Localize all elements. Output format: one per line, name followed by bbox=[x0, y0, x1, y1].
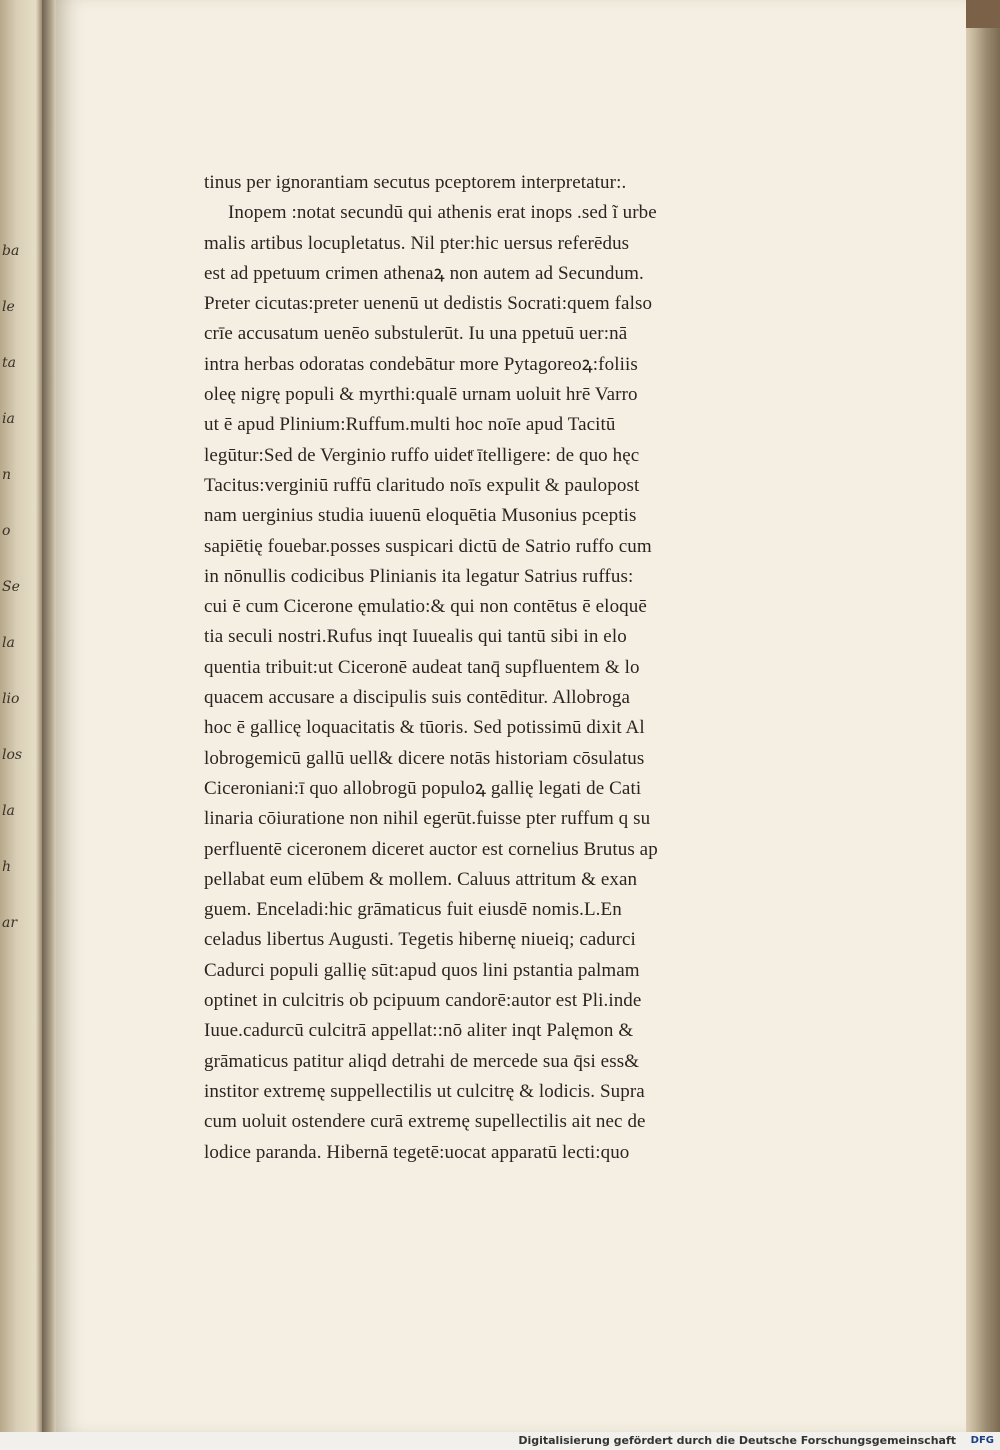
text-line: Cadurci populi gallię sūt:apud quos lini pstantia palmam bbox=[204, 959, 640, 981]
text-line: cum uoluit ostendere curā extremę supellectilis ait nec de bbox=[204, 1111, 646, 1133]
text-line: cui ē cum Cicerone ęmulatio:& qui non contētus ē eloquē bbox=[204, 596, 647, 618]
margin-fragment: n bbox=[2, 467, 12, 483]
margin-fragment: ba bbox=[2, 243, 20, 259]
text-line: pellabat eum elūbem & mollem. Caluus attritum & exan bbox=[204, 868, 638, 890]
dfg-logo: DFG bbox=[970, 1435, 994, 1446]
text-line: Iuue.cadurcū culcitrā appellat::nō aliter inqt Palęmon & bbox=[204, 1020, 634, 1042]
margin-fragment: la bbox=[2, 803, 15, 819]
margin-fragment: lio bbox=[2, 691, 20, 707]
text-line: est ad ppetuum crimen athenaꝝ non autem ad Secundum. bbox=[204, 262, 644, 284]
text-line: grāmaticus patitur aliqd detrahi de mercede sua q̄si ess& bbox=[204, 1050, 640, 1072]
text-line: Inopem :notat secundū qui athenis erat inops .sed ĩ urbe bbox=[228, 202, 657, 224]
text-line: lodice paranda. Hibernā tegetē:uocat apparatū lecti:quo bbox=[204, 1141, 630, 1163]
text-line: nam uerginius studia iuuenū eloquētia Musonius pceptis bbox=[204, 505, 637, 527]
text-line: optinet in culcitris ob pcipuum candorē:autor est Pli.inde bbox=[204, 990, 642, 1012]
footer-credit: Digitalisierung gefördert durch die Deutsche Forschungsgemeinschaft bbox=[518, 1434, 956, 1447]
binding-band bbox=[966, 0, 1000, 28]
text-line: celadus libertus Augusti. Tegetis hibernę niueiq; cadurci bbox=[204, 929, 636, 951]
text-line: sapiētię fouebar.posses suspicari dictū de Satrio ruffo cum bbox=[204, 535, 652, 557]
text-line: perfluentē ciceronem diceret auctor est cornelius Brutus ap bbox=[204, 838, 658, 860]
margin-fragment: Se bbox=[2, 579, 20, 595]
text-line: tia seculi nostri.Rufus inqt Iuuealis qui tantū sibi in elo bbox=[204, 626, 627, 648]
text-line: oleę nigrę populi & myrthi:qualē urnam uoluit hrē Varro bbox=[204, 384, 638, 406]
text-line: malis artibus locupletatus. Nil pter:hic uersus referēdus bbox=[204, 232, 630, 254]
margin-fragment: ia bbox=[2, 411, 15, 427]
footer-bar bbox=[0, 1432, 1000, 1450]
text-line: Preter cicutas:preter uenenū ut dedistis Socrati:quem falso bbox=[204, 293, 653, 315]
text-line: in nōnullis codicibus Plinianis ita legatur Satrius ruffus: bbox=[204, 565, 634, 587]
text-line: guem. Enceladi:hic grāmaticus fuit eiusdē nomis.L.En bbox=[204, 899, 622, 921]
book-spine bbox=[42, 0, 56, 1432]
text-line: institor extremę suppellectilis ut culcitrę & lodicis. Supra bbox=[204, 1080, 645, 1102]
page-edges bbox=[966, 0, 1000, 1432]
margin-fragment: la bbox=[2, 635, 15, 651]
text-line: lobrogemicū gallū uell& dicere notās historiam cōsulatus bbox=[204, 747, 645, 769]
margin-fragment: ta bbox=[2, 355, 16, 371]
book-page bbox=[56, 0, 966, 1432]
text-line: Tacitus:verginiū ruffū claritudo noīs expulit & paulopost bbox=[204, 474, 640, 496]
text-line: legūtur:Sed de Verginio ruffo uidetͬ ītelligere: de quo hęc bbox=[204, 444, 640, 466]
page-text-block bbox=[204, 168, 774, 1168]
text-line: crīe accusatum uenēo substulerūt. Iu una ppetuū uer:nā bbox=[204, 323, 628, 345]
facing-page-fragment bbox=[0, 0, 42, 1432]
margin-fragment: le bbox=[2, 299, 15, 315]
text-line: quacem accusare a discipulis suis contēditur. Allobroga bbox=[204, 687, 631, 709]
margin-fragment: o bbox=[2, 523, 11, 539]
text-line: quentia tribuit:ut Ciceronē audeat tanq̄ supfluentem & lo bbox=[204, 656, 640, 678]
text-line: tinus per ignorantiam secutus pceptorem interpretatur:. bbox=[204, 172, 627, 193]
margin-fragment: h bbox=[2, 859, 12, 875]
text-line: linaria cōiuratione non nihil egerūt.fuisse pter ruffum q su bbox=[204, 808, 651, 830]
margin-fragment: los bbox=[2, 747, 23, 763]
margin-fragment: ar bbox=[2, 915, 18, 931]
text-line: hoc ē gallicę loquacitatis & tūoris. Sed potissimū dixit Al bbox=[204, 717, 645, 739]
text-line: intra herbas odoratas condebātur more Pytagoreoꝝ:foliis bbox=[204, 353, 638, 375]
text-line: Ciceroniani:ī quo allobrogū populoꝝ gallię legati de Cati bbox=[204, 777, 642, 799]
text-line: ut ē apud Plinium:Ruffum.multi hoc noīe apud Tacitū bbox=[204, 414, 616, 436]
